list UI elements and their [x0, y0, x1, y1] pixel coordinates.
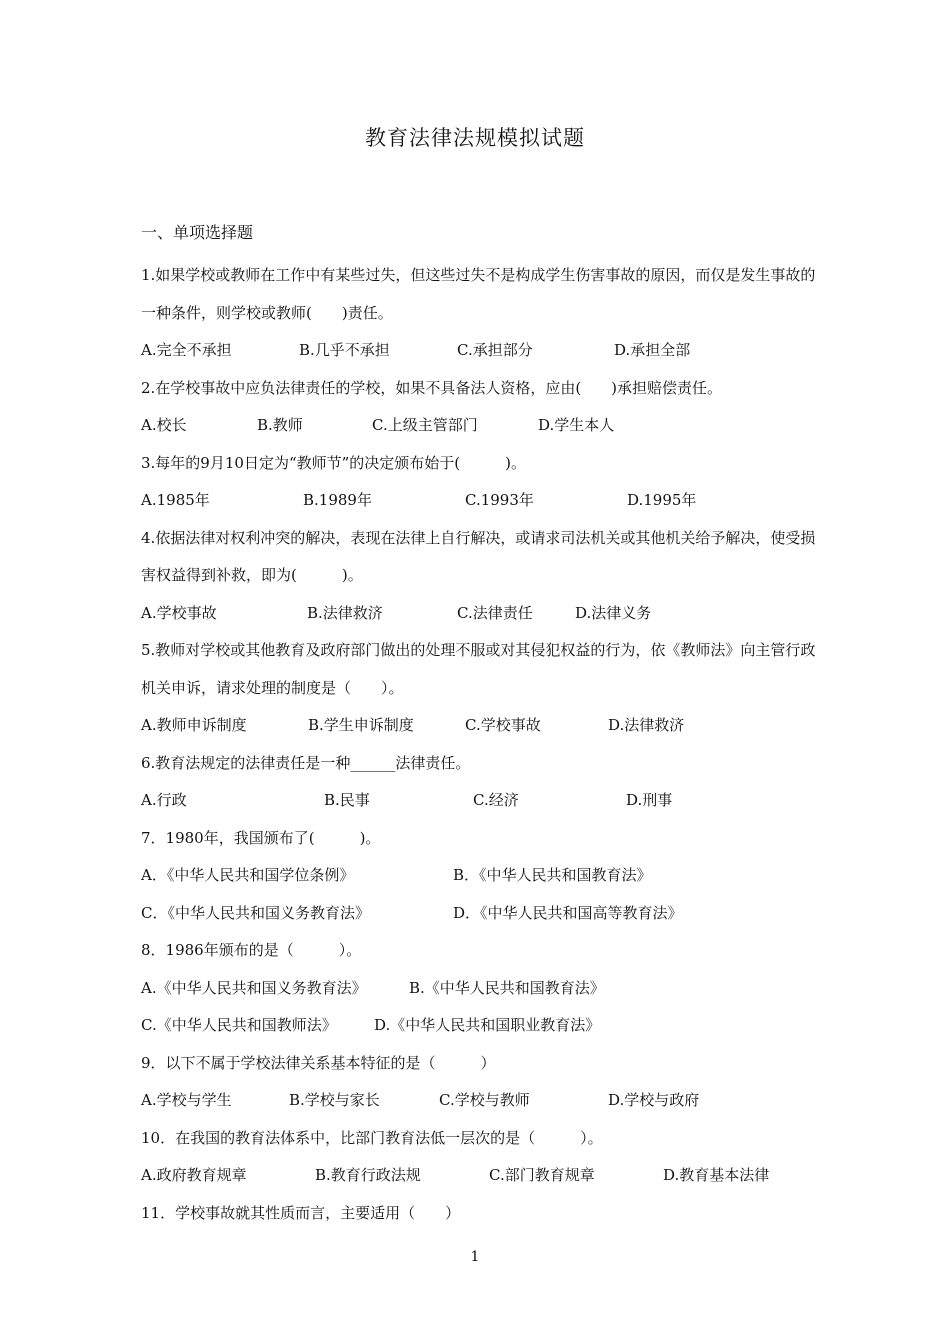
- question-item: [141, 1120, 821, 1195]
- option-c: C.法律责任: [457, 603, 533, 622]
- option-b: B.教师: [257, 416, 303, 434]
- option-row: [141, 407, 821, 445]
- question-item: [141, 1045, 821, 1120]
- option-b: B.几乎不承担: [299, 341, 390, 359]
- question-item: [141, 445, 821, 520]
- option-b: B.法律救济: [307, 603, 383, 622]
- question-item: [141, 632, 821, 745]
- option-d: D.学校与政府: [608, 1091, 700, 1109]
- option-c: C.部门教育规章: [489, 1166, 595, 1184]
- option-b: B.学校与家长: [289, 1091, 380, 1109]
- option-a: A．《中华人民共和国学位条例》: [141, 866, 355, 884]
- option-row: [141, 895, 821, 933]
- option-a: A.行政: [141, 791, 187, 809]
- option-row: [141, 970, 821, 1008]
- question-item: [141, 932, 821, 1045]
- page-number: 1: [470, 1249, 480, 1265]
- question-item: [141, 370, 821, 445]
- question-text: 7．1980年，我国颁布了( )。: [141, 828, 381, 847]
- option-a: A.学校事故: [141, 603, 217, 622]
- option-b: B.1989年: [303, 491, 372, 509]
- question-text: 5.教师对学校或其他教育及政府部门做出的处理不服或对其侵犯权益的行为，依《教师法》向主管行政机关申诉，请求处理的制度是（ ）。: [141, 641, 816, 697]
- question-item: [141, 1195, 821, 1233]
- option-row: [141, 782, 821, 820]
- question-text: 11．学校事故就其性质而言，主要适用（ ）: [141, 1203, 461, 1222]
- option-row: [141, 857, 821, 895]
- option-c: C.学校事故: [465, 716, 541, 734]
- option-b: B.民事: [324, 791, 370, 809]
- option-d: D.法律义务: [575, 603, 652, 622]
- question-item: [141, 520, 821, 633]
- option-c: C.上级主管部门: [372, 416, 478, 434]
- page-title: 教育法律法规模拟试题: [365, 126, 585, 150]
- option-a: A.《中华人民共和国义务教育法》: [141, 978, 367, 997]
- question-text: 8．1986年颁布的是（ ）。: [141, 941, 362, 959]
- option-c: C.学校与教师: [439, 1091, 530, 1109]
- question-text: 6.教育法规定的法律责任是一种______法律责任。: [141, 753, 471, 772]
- option-row: [141, 1157, 821, 1195]
- option-a: A.校长: [141, 416, 187, 434]
- option-row: [141, 1007, 821, 1045]
- question-list: [141, 257, 821, 1232]
- question-text: 3.每年的9月10日定为“教师节”的决定颁布始于( )。: [141, 453, 526, 472]
- option-row: [141, 595, 821, 633]
- option-d: D.1995年: [627, 491, 697, 509]
- question-text: 2.在学校事故中应负法律责任的学校，如果不具备法人资格，应由( )承担赔偿责任。: [141, 378, 723, 397]
- option-a: A.1985年: [141, 491, 210, 509]
- option-row: [141, 707, 821, 745]
- question-item: [141, 257, 821, 370]
- option-row: [141, 482, 821, 520]
- option-b: B.学生申诉制度: [308, 716, 414, 734]
- option-d: D.承担全部: [614, 341, 691, 359]
- option-a: A.完全不承担: [141, 341, 232, 359]
- option-b: B．《中华人民共和国教育法》: [453, 866, 652, 884]
- question-text: 9．以下不属于学校法律关系基本特征的是（ ）: [141, 1053, 496, 1072]
- question-item: [141, 820, 821, 933]
- option-a: A.教师申诉制度: [141, 716, 247, 734]
- option-d: D．《中华人民共和国高等教育法》: [453, 903, 683, 922]
- question-item: [141, 745, 821, 820]
- option-c: C.承担部分: [457, 341, 533, 359]
- option-row: [141, 332, 821, 370]
- option-a: A.政府教育规章: [141, 1166, 247, 1184]
- question-text: 10．在我国的教育法体系中，比部门教育法低一层次的是（ ）。: [141, 1128, 603, 1147]
- option-d: D.刑事: [626, 791, 673, 809]
- option-d: D.法律救济: [608, 716, 685, 734]
- option-b: B.《中华人民共和国教育法》: [409, 978, 605, 997]
- option-c: C．《中华人民共和国义务教育法》: [141, 903, 370, 922]
- option-d: D.教育基本法律: [663, 1166, 770, 1184]
- option-b: B.教育行政法规: [315, 1166, 421, 1184]
- option-c: C.经济: [473, 791, 519, 809]
- question-text: 1.如果学校或教师在工作中有某些过失，但这些过失不是构成学生伤害事故的原因，而仅是发生事故的一种条件，则学校或教师( )责任。: [141, 266, 816, 322]
- option-d: D.学生本人: [538, 416, 615, 434]
- option-d: D.《中华人民共和国职业教育法》: [374, 1016, 601, 1034]
- option-c: C.1993年: [465, 491, 534, 509]
- option-c: C.《中华人民共和国教师法》: [141, 1016, 337, 1034]
- option-a: A.学校与学生: [141, 1091, 232, 1109]
- section-heading: 一、单项选择题: [141, 223, 254, 242]
- question-text: 4.依据法律对权利冲突的解决，表现在法律上自行解决，或请求司法机关或其他机关给予解决，使受损害权益得到补救，即为( )。: [141, 528, 816, 584]
- option-row: [141, 1082, 821, 1120]
